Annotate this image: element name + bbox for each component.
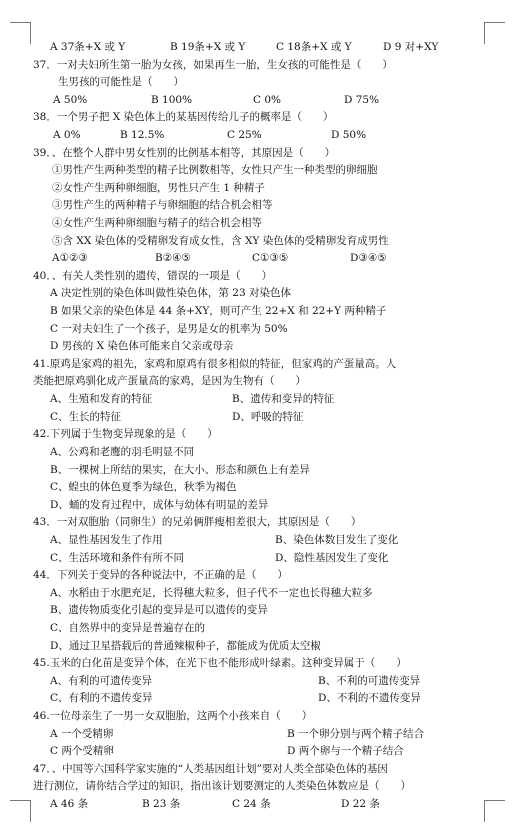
question-37-options <box>0 92 515 110</box>
question-40-option: D 男孩的 X 染色体可能来自父亲或母亲 <box>50 340 234 353</box>
question-44-option: C、自然界中的变异是普遍存在的 <box>50 621 206 634</box>
option: D、隐性基因发生了变化 <box>275 551 389 564</box>
option: B、遗传和变异的特征 <box>232 393 335 406</box>
option: B 100% <box>151 93 193 106</box>
question-37-stem-cont: 生男孩的可能性是（ ） <box>58 76 184 89</box>
question-43-options <box>0 532 515 550</box>
question-40-stem: 40．、有关人类性别的遗传，错误的一项是（ ） <box>33 269 273 282</box>
question-39-stem: 39．、在整个人群中男女性别的比例基本相等，其原因是（ ） <box>33 146 336 159</box>
option: A 一个受精卵 <box>50 727 114 740</box>
question-39-options <box>0 250 515 268</box>
option: D、呼吸的特征 <box>232 410 304 423</box>
question-45-options <box>0 690 515 708</box>
question-44-option: D、通过卫星搭载后的普通辣椒种子，都能成为优质太空椒 <box>50 639 321 652</box>
question-39-item: ④女性产生两种卵细胞与精子的结合机会相等 <box>52 217 262 230</box>
question-41-options <box>0 391 515 409</box>
question-42-option: C、蝗虫的体色夏季为绿色，秋季为褐色 <box>50 481 237 494</box>
question-47-options <box>0 796 515 814</box>
question-47-stem-cont <box>0 778 515 796</box>
question-45-stem: 45.玉米的白化苗是变异个体，在光下也不能形成叶绿素。这种变异属于（ ） <box>33 657 407 670</box>
corner-mark <box>10 22 31 23</box>
option: C 0% <box>253 93 282 106</box>
question-39-item: ③男性产生的两种精子与卵细胞的结合机会相等 <box>52 199 273 212</box>
option: C、生长的特征 <box>50 410 122 423</box>
stem-text: 进行测位，请你结合学过的知识，指出该计划要测定的人类染色体数应是（ ） <box>33 780 411 793</box>
option: D 50% <box>331 129 367 142</box>
option: B 19条+X 或 Y <box>170 41 246 53</box>
option: A 0% <box>53 129 81 142</box>
option: A 50% <box>53 93 88 106</box>
option: D 22 条 <box>341 798 380 810</box>
option: A、生殖和发育的特征 <box>50 393 153 406</box>
option: B 23 条 <box>142 798 181 810</box>
option: D 两个卵与一个精子结合 <box>287 745 404 758</box>
question-41-options <box>0 409 515 427</box>
stem-text: 47．、中国等六国科学家实施的“人类基因组计划”要对人类全部染色体的基因 <box>33 762 388 775</box>
option: B 12.5% <box>120 129 165 142</box>
question-47-stem <box>0 761 515 779</box>
question-39-item: ⑤含 XX 染色体的受精卵发育成女性，含 XY 染色体的受精卵发育成男性 <box>52 234 389 247</box>
question-42-option: D、蛹的发育过程中，成体与幼体有明显的差异 <box>50 498 269 511</box>
option: D 9 对+XY <box>383 41 439 53</box>
option: C 两个受精卵 <box>50 745 114 758</box>
question-40-option: A 决定性别的染色体叫做性染色体，第 23 对染色体 <box>50 287 291 300</box>
option: B②④⑤ <box>155 252 191 265</box>
question-44-option: A、水稻由于水肥充足，长得穗大粒多，但子代不一定也长得穗大粒多 <box>50 586 373 599</box>
question-41-stem: 41.原鸡是家鸡的祖先，家鸡和原鸡有很多相似的特征，但家鸡的产蛋量高。人 <box>33 357 397 370</box>
question-38-options <box>0 127 515 145</box>
question-46-stem: 46.一位母亲生了一男一女双胞胎，这两个小孩来自（ ） <box>33 709 313 722</box>
option: B 一个卵分别与两个精子结合 <box>287 727 425 740</box>
question-43-options <box>0 550 515 568</box>
option: D 75% <box>344 93 380 106</box>
question-41-stem-cont: 类能把原鸡驯化成产蛋量高的家鸡，是因为生物有（ ） <box>33 375 306 388</box>
option: C 24 条 <box>232 798 271 810</box>
option: A、显性基因发生了作用 <box>50 533 163 546</box>
question-43-stem: 43．一对双胞胎（同卵生）的兄弟俩胖瘦相差很大，其原因是（ ） <box>33 516 362 529</box>
option: A、有利的可遗传变异 <box>50 674 153 687</box>
question-42-option: B、一棵树上所结的果实，在大小、形态和颜色上有差异 <box>50 463 310 476</box>
question-46-options <box>0 743 515 761</box>
question-46-options <box>0 726 515 744</box>
question-40-option: C 一对夫妇生了一个孩子，是男是女的机率为 50% <box>50 322 288 335</box>
option: B、染色体数目发生了变化 <box>275 533 399 546</box>
question-44-option: B、遗传物质变化引起的变异是可以遗传的变异 <box>50 604 268 617</box>
question-44-stem: 44．下列关于变异的各种说法中，不正确的是（ ） <box>33 569 288 582</box>
question-39-item: ②女性产生两种卵细胞，男性只产生 1 种精子 <box>52 181 265 194</box>
corner-mark <box>484 22 505 23</box>
option: C 18条+X 或 Y <box>276 41 352 53</box>
option: D、不利的不遗传变异 <box>318 692 421 705</box>
option: A①②③ <box>52 252 88 265</box>
option: C、有利的不遗传变异 <box>50 692 153 705</box>
option: C 25% <box>227 129 262 142</box>
question-40-option: B 如果父亲的染色体是 44 条+XY，则可产生 22+X 和 22+Y 两种精子 <box>50 305 387 318</box>
option: A 37条+X 或 Y <box>50 41 126 53</box>
option: D③④⑤ <box>350 252 387 265</box>
option: C①③⑤ <box>252 252 289 265</box>
question-45-options <box>0 673 515 691</box>
question-42-stem: 42.下列属于生物变异现象的是（ ） <box>33 428 218 441</box>
option: B、不利的可遗传变异 <box>318 674 421 687</box>
option: A 46 条 <box>50 798 89 810</box>
question-36-options <box>0 39 515 57</box>
option: C、生活环境和条件有所不同 <box>50 551 185 564</box>
question-42-option: A、公鸡和老鹰的羽毛明显不同 <box>50 445 195 458</box>
question-38-stem: 38．一个男子把 X 染色体上的某基因传给儿子的概率是（ ） <box>33 111 334 124</box>
question-37-stem: 37．一对夫妇所生第一胎为女孩，如果再生一胎，生女孩的可能性是（ ） <box>33 58 393 71</box>
question-39-item: ①男性产生两种类型的精子比例数相等，女性只产生一种类型的卵细胞 <box>52 164 378 177</box>
